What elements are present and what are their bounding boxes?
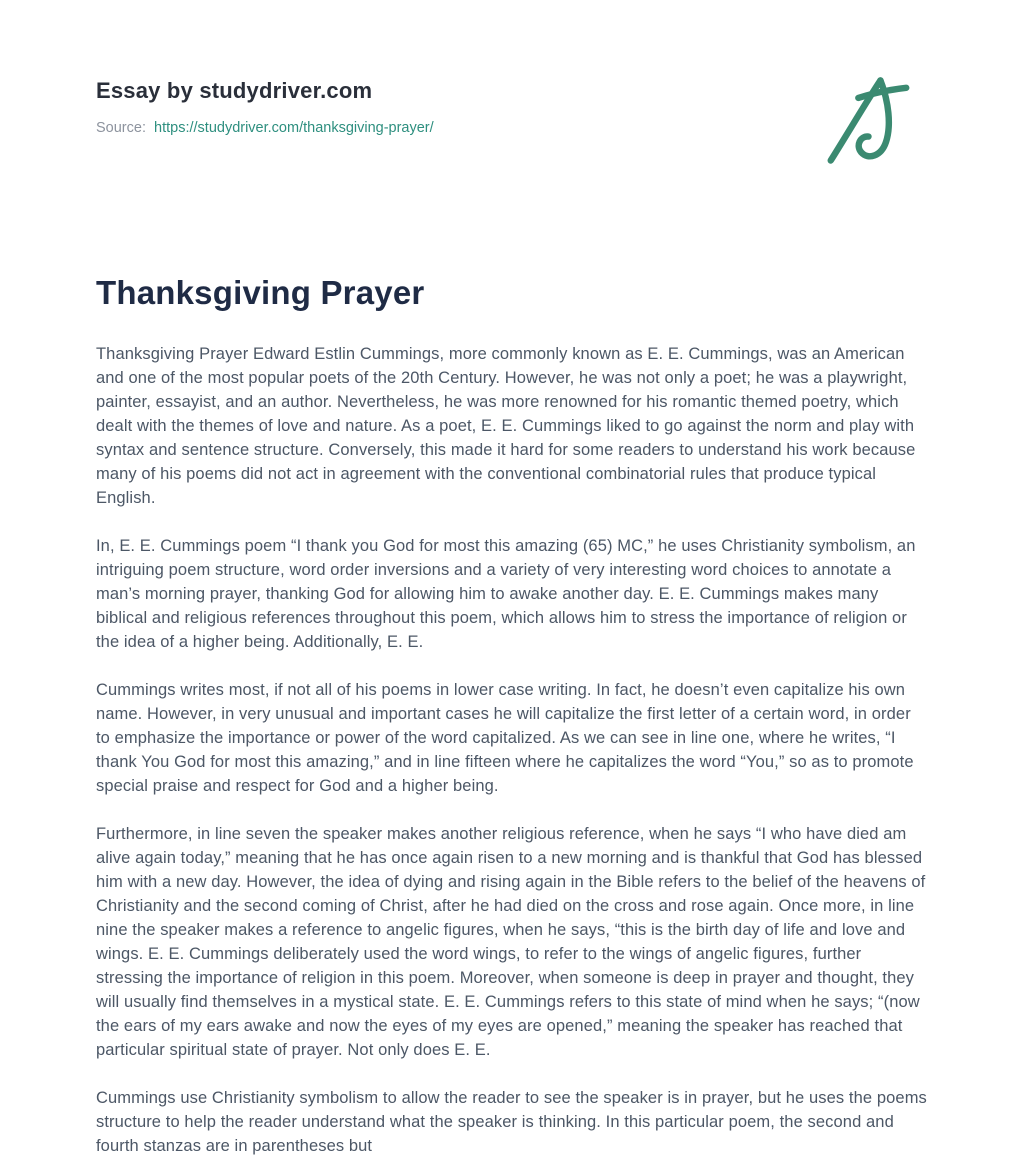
essay-paragraph: Cummings use Christianity symbolism to allow the reader to see the speaker is in prayer, but he uses the poems structure to help the reader understand what the speaker is thinking. In this particular poem, the second and fourth stanzas are in parentheses but bbox=[96, 1089, 927, 1155]
essay-paragraph: Cummings writes most, if not all of his poems in lower case writing. In fact, he doesn’t even capitalize his own name. However, in very unusual and important cases he will capitalize the first letter of a certain word, in order to emphasize the importance or power of the word capitalized. As we can see in line one, where he writes, “I thank You God for most this amazing,” and in line fifteen where he capitalizes the word “You,” so as to promote special praise and respect for God and a higher being. bbox=[96, 681, 914, 795]
page-header bbox=[96, 74, 928, 166]
essay-paragraph: In, E. E. Cummings poem “I thank you God for most this amazing (65) MC,” he uses Christianity symbolism, an intriguing poem structure, word order inversions and a variety of very interesting word choices to annotate a man’s morning prayer, thanking God for allowing him to awake another day. E. E. Cummings makes many biblical and religious references throughout this poem, which allows him to stress the importance of religion or the idea of a higher being. Additionally, E. E. bbox=[96, 537, 916, 651]
source-line bbox=[96, 120, 434, 136]
essay-body bbox=[96, 342, 928, 1158]
essay-paragraph: Furthermore, in line seven the speaker makes another religious reference, when he says “I who have died am alive again today,” meaning that he has once again risen to a new morning and is thankful that God has blessed him with a new day. However, the idea of dying and rising again in the Bible refers to the belief of the heavens of Christianity and the second coming of Christ, after he had died on the cross and rose again. Once more, in line nine the speaker makes a reference to angelic figures, when he says, “this is the birth day of life and love and wings. E. E. Cummings deliberately used the word wings, to refer to the wings of angelic figures, further stressing the importance of religion in this poem. Moreover, when someone is deep in prayer and thought, they will usually find themselves in a mystical state. E. E. Cummings refers to this state of mind when he says; “(now the ears of my ears awake and now the eyes of my eyes are opened,” meaning the speaker has reached that particular spiritual state of prayer. Not only does E. E. bbox=[96, 825, 926, 1059]
source-label: Source: bbox=[96, 120, 146, 136]
essay-paragraph: Thanksgiving Prayer Edward Estlin Cummings, more commonly known as E. E. Cummings, was an American and one of the most popular poets of the 20th Century. However, he was not only a poet; he was a playwright, painter, essayist, and an author. Nevertheless, he was more renowned for his romantic themed poetry, which dealt with the themes of love and nature. As a poet, E. E. Cummings liked to go against the norm and play with syntax and sentence structure. Conversely, this made it hard for some readers to understand his work because many of his poems did not act in agreement with the conventional combinatorial rules that produce typical English. bbox=[96, 345, 916, 507]
header-text-block bbox=[96, 74, 434, 136]
page-title: Thanksgiving Prayer bbox=[96, 274, 425, 311]
studydriver-logo-icon bbox=[822, 74, 926, 166]
source-url-link[interactable]: https://studydriver.com/thanksgiving-prayer/ bbox=[154, 120, 434, 136]
essay-by-heading: Essay by studydriver.com bbox=[96, 78, 373, 103]
